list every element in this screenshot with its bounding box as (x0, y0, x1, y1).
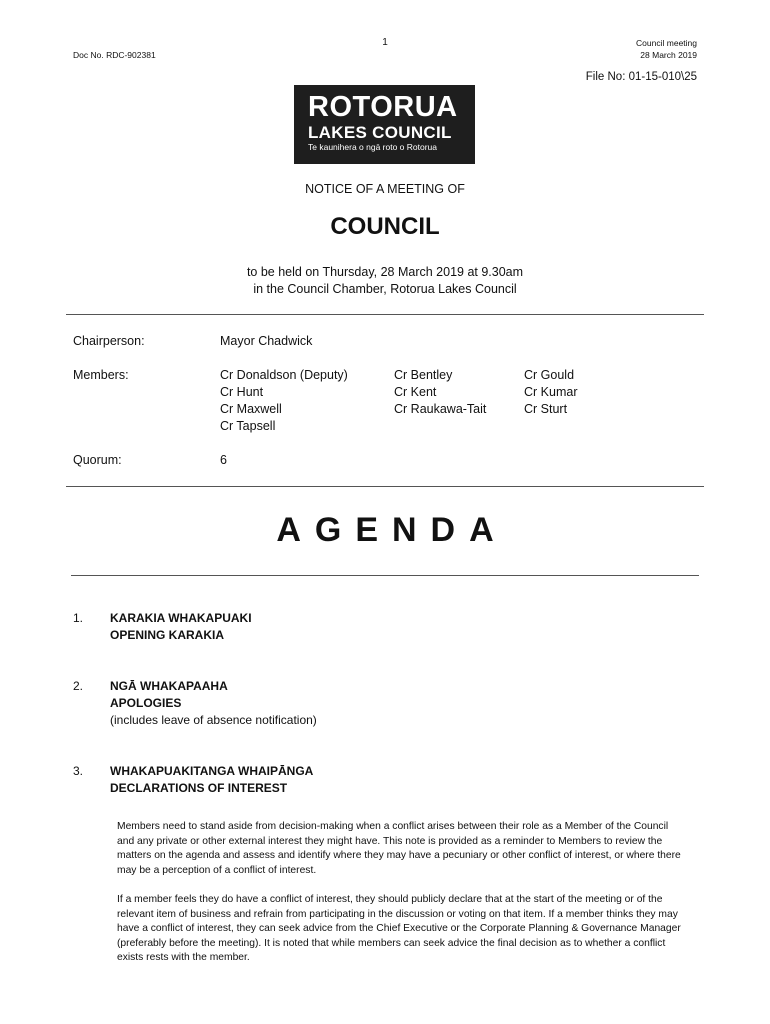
members-column-2 (394, 367, 486, 418)
members-column-1 (220, 367, 348, 435)
file-number: File No: 01-15-010\25 (585, 71, 697, 83)
council-logo (294, 85, 475, 164)
quorum-label: Quorum: (73, 453, 122, 467)
item-number: 2. (73, 679, 84, 693)
meeting-when: to be held on Thursday, 28 March 2019 at 9.30am (246, 265, 524, 279)
item-note: (includes leave of absence notification) (110, 713, 317, 727)
member: Cr Sturt (524, 402, 568, 416)
declaration-paragraph-1 (117, 820, 683, 878)
meeting-date: 28 March 2019 (640, 50, 697, 60)
notice-heading: NOTICE OF A MEETING OF (305, 182, 465, 196)
divider-top (66, 314, 704, 315)
member: Cr Hunt (220, 385, 264, 399)
meeting-body: COUNCIL (330, 213, 440, 240)
member: Cr Raukawa-Tait (394, 402, 487, 416)
item-title-maori: WHAKAPUAKITANGA WHAIPĀNGA (110, 764, 314, 778)
member: Cr Kumar (524, 385, 578, 399)
divider-agenda (71, 575, 699, 576)
agenda-title: AGENDA (276, 511, 508, 549)
item-title-english: OPENING KARAKIA (110, 628, 225, 642)
paragraph-text: If a member feels they do have a conflict of interest, they should publicly declare that at the start of the meeting or of the relevant item of business and refrain from participating in the discussion or voting on that item. If a member thinks they may have a conflict of interest, they can seek advice from the Chief Executive or the Corporate Planning & Governance Manager (preferably before the meeting). It is noted that while members can seek advice the final decision as to whether a conflict exists rests with the member. (117, 894, 681, 964)
logo-tagline: Te kaunihera o ngā roto o Rotorua (308, 142, 438, 152)
doc-number: Doc No. RDC-902381 (73, 50, 156, 60)
item-title-maori: NGĀ WHAKAPAAHA (110, 679, 228, 693)
member: Cr Gould (524, 368, 575, 382)
members-label: Members: (73, 368, 129, 382)
item-number: 3. (73, 764, 84, 778)
divider-details (66, 486, 704, 487)
item-title-maori: KARAKIA WHAKAPUAKI (110, 611, 252, 625)
quorum-value: 6 (220, 453, 227, 467)
chair-value: Mayor Chadwick (220, 334, 313, 348)
item-title-english: APOLOGIES (110, 696, 182, 710)
logo-line-1: ROTORUA (308, 91, 458, 123)
logo-line-2: LAKES COUNCIL (308, 123, 452, 142)
chair-label: Chairperson: (73, 334, 145, 348)
member: Cr Donaldson (Deputy) (220, 368, 348, 382)
member: Cr Bentley (394, 368, 453, 382)
page-number: 1 (382, 37, 388, 48)
item-title-english: DECLARATIONS OF INTEREST (110, 781, 288, 795)
members-column-3 (524, 367, 577, 418)
item-number: 1. (73, 611, 84, 625)
declaration-paragraph-2 (117, 893, 683, 966)
member: Cr Kent (394, 385, 437, 399)
meeting-label: Council meeting (636, 38, 697, 48)
member: Cr Maxwell (220, 402, 282, 416)
meeting-where: in the Council Chamber, Rotorua Lakes Council (253, 282, 517, 296)
member: Cr Tapsell (220, 419, 276, 433)
paragraph-text: Members need to stand aside from decision-making when a conflict arises between their role as a Member of the Council and any private or other external interest they might have. This note is provided as a reminder to Members to review the matters on the agenda and assess and identify where they may have a pecuniary or other conflict of interest, or where there may be a perception of a conflict of interest. (117, 821, 681, 876)
